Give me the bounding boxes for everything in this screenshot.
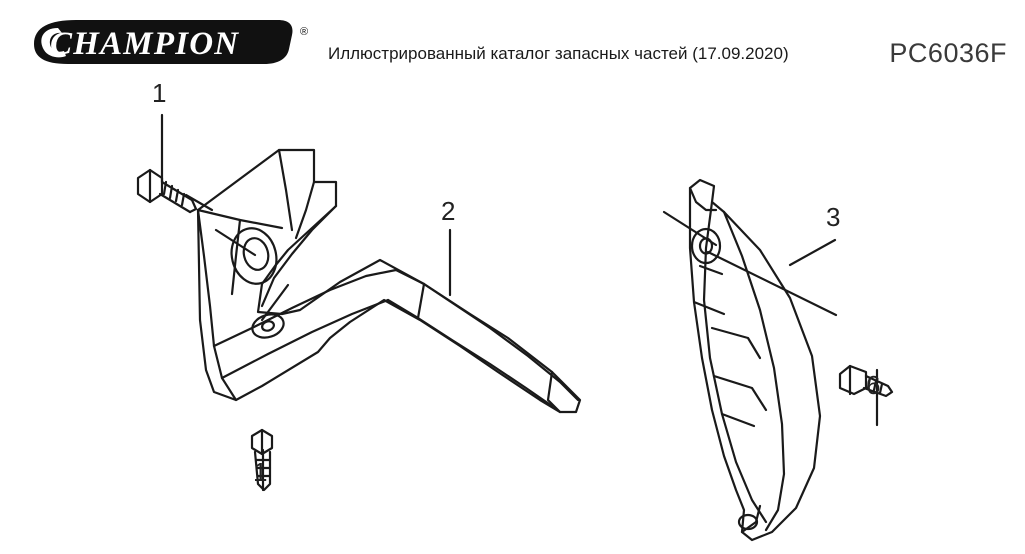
leader-line-3 bbox=[790, 240, 835, 265]
exploded-parts-diagram bbox=[0, 70, 1025, 554]
leader-line-panel-inner bbox=[708, 252, 836, 315]
callout-2: 2 bbox=[441, 196, 456, 226]
catalog-title: Иллюстрированный каталог запасных частей (17.09.2020) bbox=[328, 44, 789, 63]
side-panel-inner-fold-c bbox=[722, 414, 754, 426]
trademark-symbol: ® bbox=[300, 26, 309, 38]
callout-6: 6 bbox=[866, 370, 881, 400]
side-panel-inner-fold-b bbox=[714, 376, 766, 410]
side-panel-inner-edge bbox=[704, 202, 766, 522]
cover-wing-rib bbox=[418, 284, 424, 318]
side-panel-cross-a bbox=[694, 302, 724, 314]
champion-logo bbox=[28, 18, 309, 66]
model-code: PC6036F bbox=[889, 38, 1007, 68]
champion-wordmark: CHAMPION bbox=[50, 26, 240, 62]
callout-1-bottom: 1 bbox=[253, 457, 268, 487]
screw-upper-tip bbox=[190, 200, 196, 212]
cover-edge-inner bbox=[262, 206, 336, 306]
side-panel-cross-b bbox=[700, 266, 722, 274]
cover-upper-rib-a bbox=[279, 150, 292, 230]
cover-top-rib bbox=[232, 220, 240, 294]
cover-mount-hole-inner bbox=[240, 236, 271, 273]
cover-fold-low bbox=[222, 300, 388, 378]
callout-1-top: 1 bbox=[152, 78, 167, 108]
screw-upper bbox=[138, 170, 196, 212]
side-panel-inner-fold-a bbox=[712, 328, 760, 358]
callout-3: 3 bbox=[826, 202, 841, 232]
chain-guard-cover-outline bbox=[198, 150, 580, 412]
screw-side-head bbox=[840, 366, 866, 394]
